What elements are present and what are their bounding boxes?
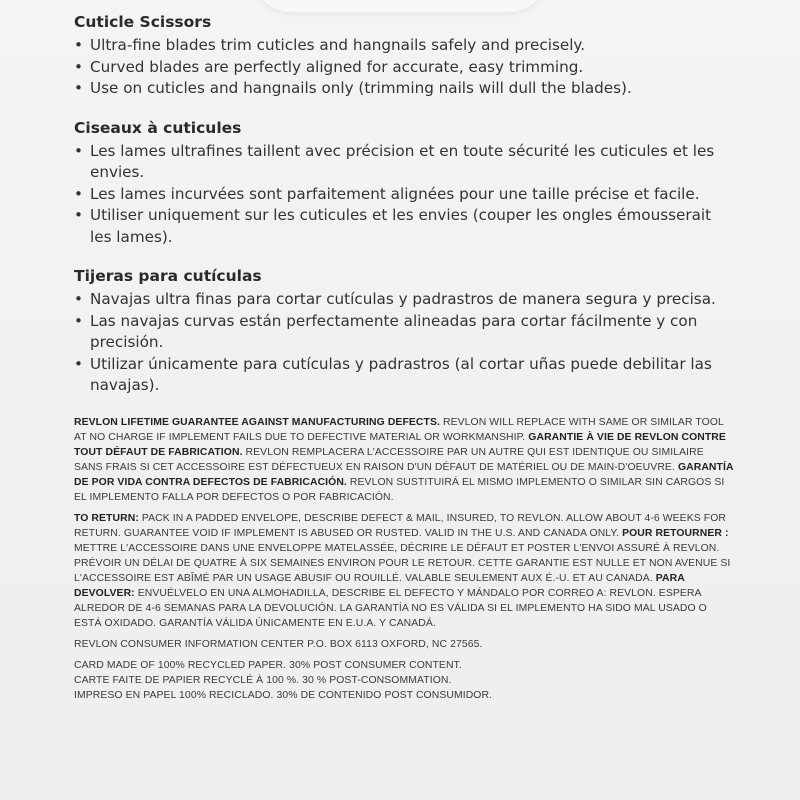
consumer-center-address: REVLON CONSUMER INFORMATION CENTER P.O. BOX 6113 OXFORD, NC 27565.: [74, 638, 483, 650]
bullet-item: • Las navajas curvas están perfectamente alineadas para cortar fácilmente y con precisión.: [74, 311, 734, 354]
return-paragraph: [74, 511, 734, 631]
legal-text: [74, 415, 734, 703]
guarantee-es-text: REVLON SUSTITUIRÁ EL MISMO IMPLEMENTO O SIMILAR SIN CARGOS SI EL IMPLEMENTO FALLA POR DEFECTOS O POR FABRICACIÓN.: [74, 476, 725, 503]
hang-tab-cutout: [250, 0, 550, 12]
return-en-text: PACK IN A PADDED ENVELOPE, DESCRIBE DEFECT & MAIL, INSURED, TO REVLON. ALLOW ABOUT 4-6 WEEKS FOR RETURN. GUARANTEE VOID IF IMPLEMENT IS ABUSED OR RUSTED. VALID IN THE U.S. AND CANADA ONLY.: [74, 512, 726, 539]
bullet-item: • Les lames ultrafines taillent avec précision et en toute sécurité les cuticules et les envies.: [74, 141, 734, 184]
bullet-list: [74, 141, 734, 249]
recycled-fr: CARTE FAITE DE PAPIER RECYCLÉ À 100 %. 30 % POST-CONSOMMATION.: [74, 674, 452, 686]
recycled-en: CARD MADE OF 100% RECYCLED PAPER. 30% POST CONSUMER CONTENT.: [74, 659, 462, 671]
return-fr-text: METTRE L'ACCESSOIRE DANS UNE ENVELOPPE MATELASSÉE, DÉCRIRE LE DÉFAUT ET POSTER L'ENVOI ASSURÉ À REVLON. PRÉVOIR UN DÉLAI DE QUATRE À SIX SEMAINES ENVIRON POUR LE RETOUR. CETTE GARANTIE EST NULLE ET NON AVENUE SI L'ACCESSOIRE EST ABÎMÉ PAR UN USAGE ABUSIF OU ROUILLÉ. VALABLE SEULEMENT AUX É.-U. ET AU CANADA.: [74, 542, 731, 584]
return-es-text: ENVUÉLVELO EN UNA ALMOHADILLA, DESCRIBE EL DEFECTO Y MÁNDALO POR CORREO A: REVLON. ESPERA ALREDOR DE 4-6 SEMANAS PARA LA DEVOLUCIÓN. LA GARANTÍA NO ES VÁLIDA SI EL IMPLEMENTO HA SIDO MAL USADO O ESTÁ OXIDADO. GARANTÍA VÁLIDA ÚNICAMENTE EN E.U.A. Y CANADÁ.: [74, 587, 707, 629]
guarantee-es-heading: GARANTÍA DE POR VIDA CONTRA DEFECTOS DE FABRICACIÓN.: [74, 461, 734, 488]
guarantee-fr-heading: GARANTIE À VIE DE REVLON CONTRE TOUT DÉFAUT DE FABRICATION.: [74, 431, 726, 458]
guarantee-paragraph: [74, 415, 734, 505]
bullet-item: • Les lames incurvées sont parfaitement alignées pour une taille précise et facile.: [74, 184, 734, 206]
return-es-heading: PARA DEVOLVER:: [74, 572, 685, 599]
section-english: [74, 12, 734, 100]
bullet-item: • Utilizar únicamente para cutículas y padrastros (al cortar uñas puede debilitar las navajas).: [74, 354, 734, 397]
section-spanish: [74, 266, 734, 397]
guarantee-fr-text: REVLON REMPLACERA L'ACCESSOIRE PAR UN AUTRE QUI EST IDENTIQUE OU SIMILAIRE SANS FRAIS SI CET ACCESSOIRE EST DÉFECTUEUX EN RAISON D'UN DÉFAUT DE MATÉRIEL OU DE MAIN-D'OEUVRE.: [74, 446, 704, 473]
recycled-paper-notice: [74, 658, 734, 703]
return-en-heading: TO RETURN:: [74, 512, 139, 524]
section-title: Tijeras para cutículas: [74, 267, 262, 285]
recycled-es: IMPRESO EN PAPEL 100% RECICLADO. 30% DE CONTENIDO POST CONSUMIDOR.: [74, 689, 493, 701]
section-title: Cuticle Scissors: [74, 13, 212, 31]
bullet-list: [74, 35, 734, 100]
guarantee-en-text: REVLON WILL REPLACE WITH SAME OR SIMILAR TOOL AT NO CHARGE IF IMPLEMENT FAILS DUE TO DEFECTIVE MATERIAL OR WORKMANSHIP.: [74, 416, 724, 443]
section-title: Ciseaux à cuticules: [74, 118, 242, 137]
bullet-list: [74, 289, 734, 397]
bullet-item: • Ultra-fine blades trim cuticles and hangnails safely and precisely.: [74, 35, 734, 57]
section-french: [74, 118, 734, 249]
bullet-item: • Utiliser uniquement sur les cuticules et les envies (couper les ongles émousserait les lames).: [74, 205, 734, 248]
bullet-item: • Use on cuticles and hangnails only (trimming nails will dull the blades).: [74, 78, 734, 100]
bullet-item: • Curved blades are perfectly aligned for accurate, easy trimming.: [74, 57, 734, 79]
return-fr-heading: POUR RETOURNER :: [622, 527, 729, 539]
bullet-item: • Navajas ultra finas para cortar cutículas y padrastros de manera segura y precisa.: [74, 289, 734, 311]
guarantee-en-heading: REVLON LIFETIME GUARANTEE AGAINST MANUFACTURING DEFECTS.: [74, 416, 440, 428]
card-content: [74, 12, 734, 703]
